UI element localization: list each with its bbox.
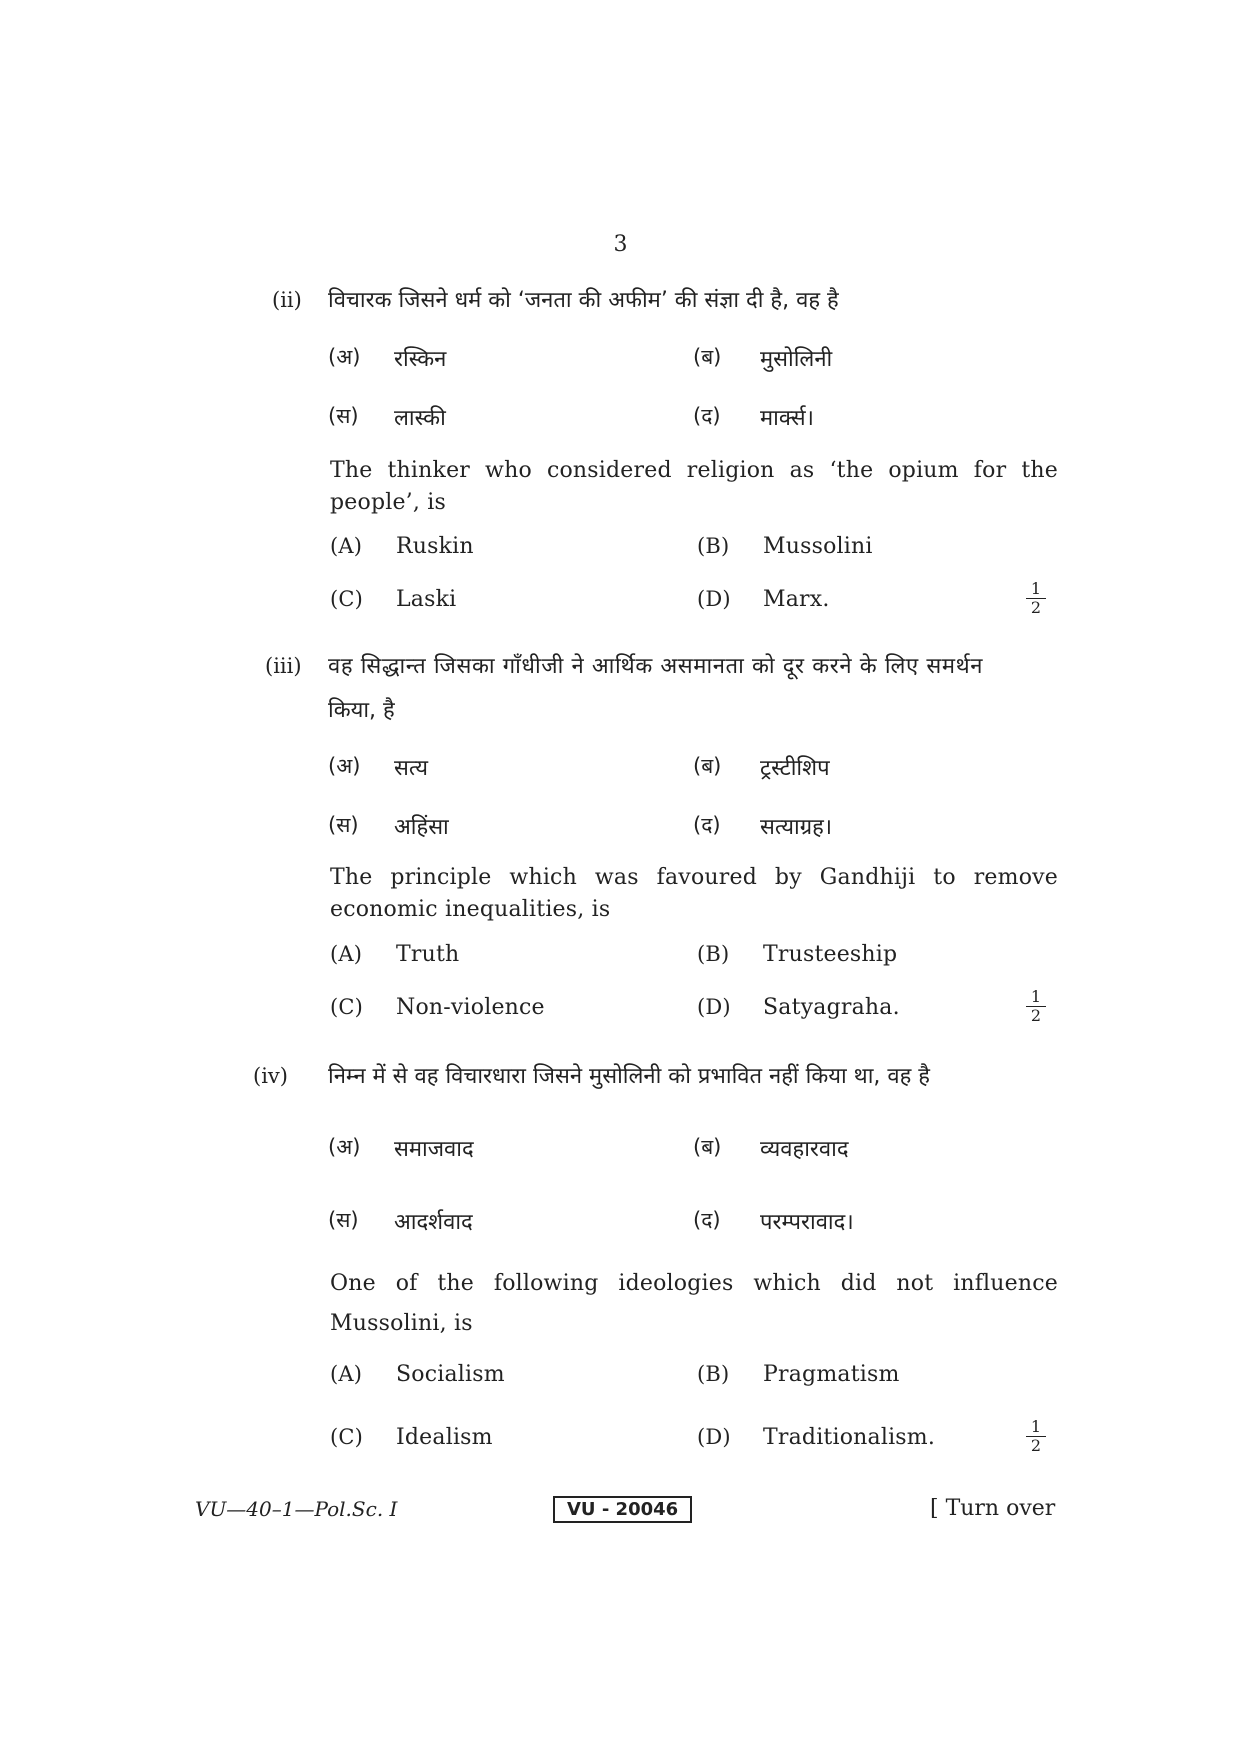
option-text: Idealism [396, 1425, 493, 1450]
option-label: (अ) [328, 1135, 361, 1159]
option-text: Mussolini [763, 534, 873, 559]
option-text: रस्किन [394, 347, 447, 372]
option-text: मुसोलिनी [760, 347, 833, 372]
option-label: (अ) [328, 345, 361, 369]
hindi-stem: विचारक जिसने धर्म को ‘जनता की अफीम’ की संज्ञा दी है, वह है [328, 288, 839, 313]
option-label: (अ) [328, 754, 361, 778]
option-label: (A) [330, 1362, 363, 1386]
option-text: Laski [396, 587, 457, 612]
option-label: (B) [697, 1362, 730, 1386]
option-label: (C) [330, 995, 364, 1019]
option-text: समाजवाद [394, 1137, 474, 1162]
option-text: व्यवहारवाद [760, 1137, 849, 1162]
option-text: Marx. [763, 587, 830, 612]
option-text: Truth [396, 942, 460, 967]
english-stem: The principle which was favoured by Gandhiji to remove economic inequalities, is [330, 865, 1058, 922]
english-stem: The thinker who considered religion as ‘the opium for the people’, is [330, 458, 1058, 515]
paper-reference: VU—40–1—Pol.Sc. I [195, 1497, 398, 1521]
option-label: (स) [328, 1208, 359, 1232]
option-label: (D) [697, 995, 731, 1019]
option-label: (B) [697, 942, 730, 966]
english-stem: One of the following ideologies which did not influence Mussolini, is [330, 1271, 1058, 1336]
option-label: (ब) [693, 1135, 722, 1159]
option-label: (स) [328, 813, 359, 837]
option-text: Socialism [396, 1362, 505, 1387]
option-label: (ब) [693, 345, 722, 369]
option-text: अहिंसा [394, 815, 449, 840]
option-text: Trusteeship [763, 942, 898, 967]
option-label: (C) [330, 587, 364, 611]
option-label: (ब) [693, 754, 722, 778]
option-text: Non-violence [396, 995, 545, 1020]
paper-code-box: VU - 20046 [553, 1496, 692, 1523]
question-number: (iv) [253, 1064, 288, 1088]
option-text: आदर्शवाद [394, 1210, 473, 1235]
option-text: सत्य [394, 756, 429, 781]
option-label: (A) [330, 534, 363, 558]
option-text: Pragmatism [763, 1362, 900, 1387]
option-label: (द) [693, 1208, 721, 1232]
option-label: (स) [328, 404, 359, 428]
marks-fraction: $\frac{1}{2}$ [1026, 988, 1046, 1025]
question-number: (ii) [272, 288, 302, 312]
option-text: लास्की [394, 406, 446, 431]
option-text: सत्याग्रह। [760, 815, 833, 840]
marks-fraction: $\frac{1}{2}$ [1026, 1418, 1046, 1455]
option-label: (A) [330, 942, 363, 966]
option-label: (C) [330, 1425, 364, 1449]
option-text: मार्क्स। [760, 406, 814, 431]
page-number: 3 [613, 232, 628, 257]
marks-fraction: $\frac{1}{2}$ [1026, 580, 1046, 617]
option-label: (B) [697, 534, 730, 558]
option-text: Satyagraha. [763, 995, 900, 1020]
hindi-stem-line-1: वह सिद्धान्त जिसका गाँधीजी ने आर्थिक असमानता को दूर करने के लिए समर्थन [328, 654, 984, 679]
option-label: (D) [697, 587, 731, 611]
question-number: (iii) [265, 654, 302, 678]
turn-over-note: [ Turn over [930, 1496, 1056, 1521]
option-text: ट्रस्टीशिप [760, 756, 830, 781]
option-text: Traditionalism. [763, 1425, 936, 1450]
option-text: Ruskin [396, 534, 474, 559]
hindi-stem: निम्न में से वह विचारधारा जिसने मुसोलिनी को प्रभावित नहीं किया था, वह है [328, 1064, 930, 1089]
option-label: (द) [693, 404, 721, 428]
hindi-stem-line-2: किया, है [328, 698, 395, 723]
option-label: (D) [697, 1425, 731, 1449]
option-label: (द) [693, 813, 721, 837]
option-text: परम्परावाद। [760, 1210, 854, 1235]
